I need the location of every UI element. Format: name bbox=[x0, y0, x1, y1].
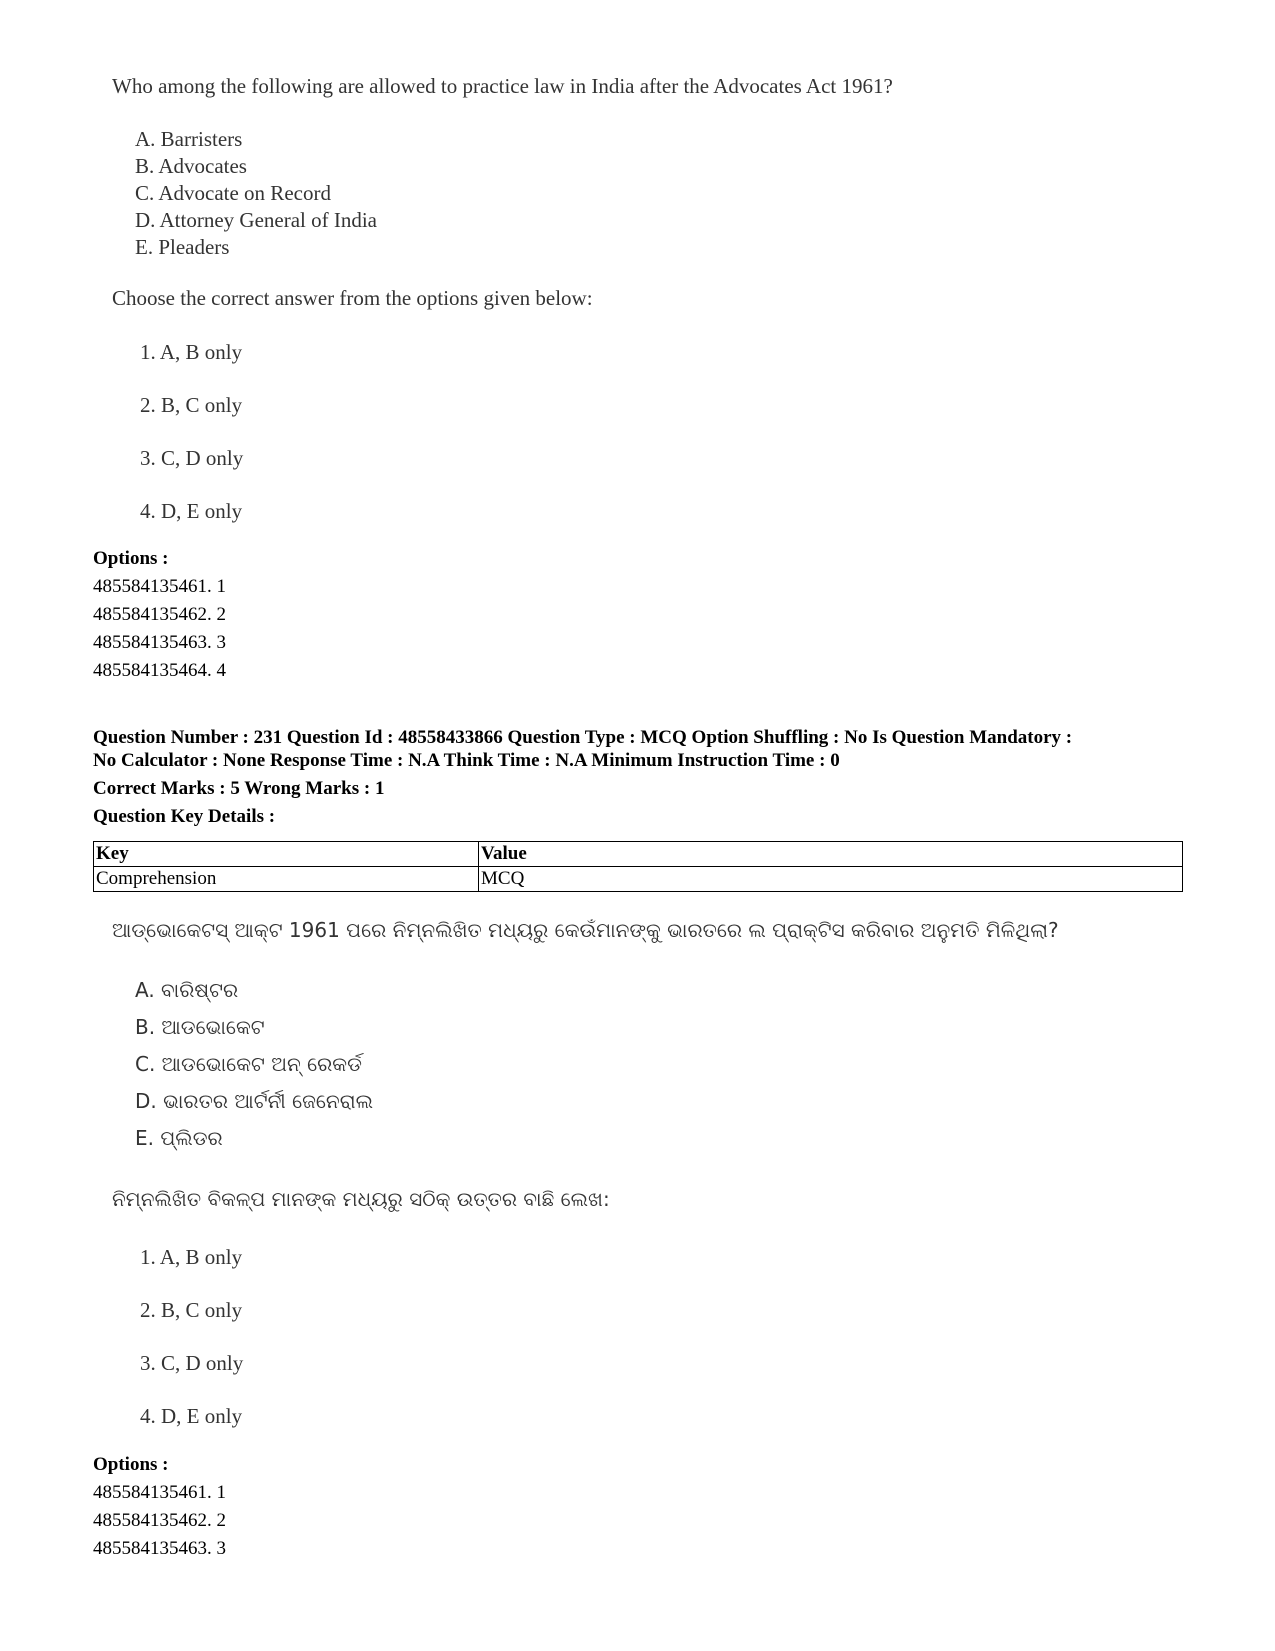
question-text-odia: ଆଡ୍‌ଭୋକେଟସ୍ ଆକ୍ଟ 1961 ପରେ ନିମ୍ନଲିଖିତ ମଧ୍ୟରୁ କେଉଁମାନଙ୍କୁ ଭାରତରେ ଲ ପ୍ରାକ୍ଟିସ କରିବାର ଅନୁମତି ମିଳିଥିଲା? bbox=[112, 918, 1059, 942]
table-row bbox=[94, 867, 1183, 892]
question-text-english: Who among the following are allowed to practice law in India after the Advocates Act 1961? bbox=[112, 74, 893, 98]
question-meta-line: No Calculator : None Response Time : N.A Think Time : N.A Minimum Instruction Time : 0 bbox=[93, 750, 840, 771]
table-header-value: Value bbox=[479, 842, 1183, 867]
answer-choice: 2. B, C only bbox=[140, 1298, 243, 1322]
options-label: Options : bbox=[93, 1454, 169, 1475]
key-details-label: Question Key Details : bbox=[93, 806, 276, 827]
option-id: 485584135464. 4 bbox=[93, 660, 226, 681]
question-meta-line: Question Number : 231 Question Id : 48558433866 Question Type : MCQ Option Shuffling : No Is Question Mandatory : bbox=[93, 727, 1073, 748]
answer-choice: 4. D, E only bbox=[140, 1404, 243, 1428]
instruction-text: Choose the correct answer from the options given below: bbox=[112, 286, 593, 310]
statement-item: E. ପ୍ଲିଡର bbox=[135, 1126, 223, 1150]
statement-item: C. Advocate on Record bbox=[135, 181, 331, 205]
statement-item: A. ବାରିଷ୍ଟର bbox=[135, 978, 239, 1002]
statement-item: B. Advocates bbox=[135, 154, 247, 178]
options-label: Options : bbox=[93, 548, 169, 569]
statement-item: A. Barristers bbox=[135, 127, 243, 151]
table-cell-value: MCQ bbox=[479, 867, 1183, 892]
statement-item: D. Attorney General of India bbox=[135, 208, 378, 232]
answer-choice: 4. D, E only bbox=[140, 499, 243, 523]
option-id: 485584135462. 2 bbox=[93, 1510, 226, 1531]
question-key-table bbox=[93, 841, 1183, 892]
table-header-key: Key bbox=[94, 842, 479, 867]
answer-choice: 2. B, C only bbox=[140, 393, 243, 417]
statement-item: C. ଆଡଭୋକେଟ ଅନ୍ ରେକର୍ଡ bbox=[135, 1052, 362, 1076]
option-id: 485584135461. 1 bbox=[93, 1482, 226, 1503]
answer-choice: 1. A, B only bbox=[140, 1245, 243, 1269]
statement-item: B. ଆଡଭୋକେଟ bbox=[135, 1015, 265, 1039]
answer-choice: 3. C, D only bbox=[140, 446, 244, 470]
table-cell-key: Comprehension bbox=[94, 867, 479, 892]
statement-item: D. ଭାରତର ଆର୍ଟର୍ନୀ ଜେନେରାଲ bbox=[135, 1089, 374, 1113]
answer-choice: 1. A, B only bbox=[140, 340, 243, 364]
option-id: 485584135462. 2 bbox=[93, 604, 226, 625]
marks-line: Correct Marks : 5 Wrong Marks : 1 bbox=[93, 778, 385, 799]
statement-item: E. Pleaders bbox=[135, 235, 230, 259]
option-id: 485584135461. 1 bbox=[93, 576, 226, 597]
option-id: 485584135463. 3 bbox=[93, 632, 226, 653]
answer-choice: 3. C, D only bbox=[140, 1351, 244, 1375]
table-header-row bbox=[94, 842, 1183, 867]
instruction-text: ନିମ୍ନଲିଖିତ ବିକଳ୍ପ ମାନଙ୍କ ମଧ୍ୟରୁ ସଠିକ୍ ଉତ୍ତର ବାଛି ଲେଖ: bbox=[112, 1187, 610, 1211]
option-id: 485584135463. 3 bbox=[93, 1538, 226, 1559]
